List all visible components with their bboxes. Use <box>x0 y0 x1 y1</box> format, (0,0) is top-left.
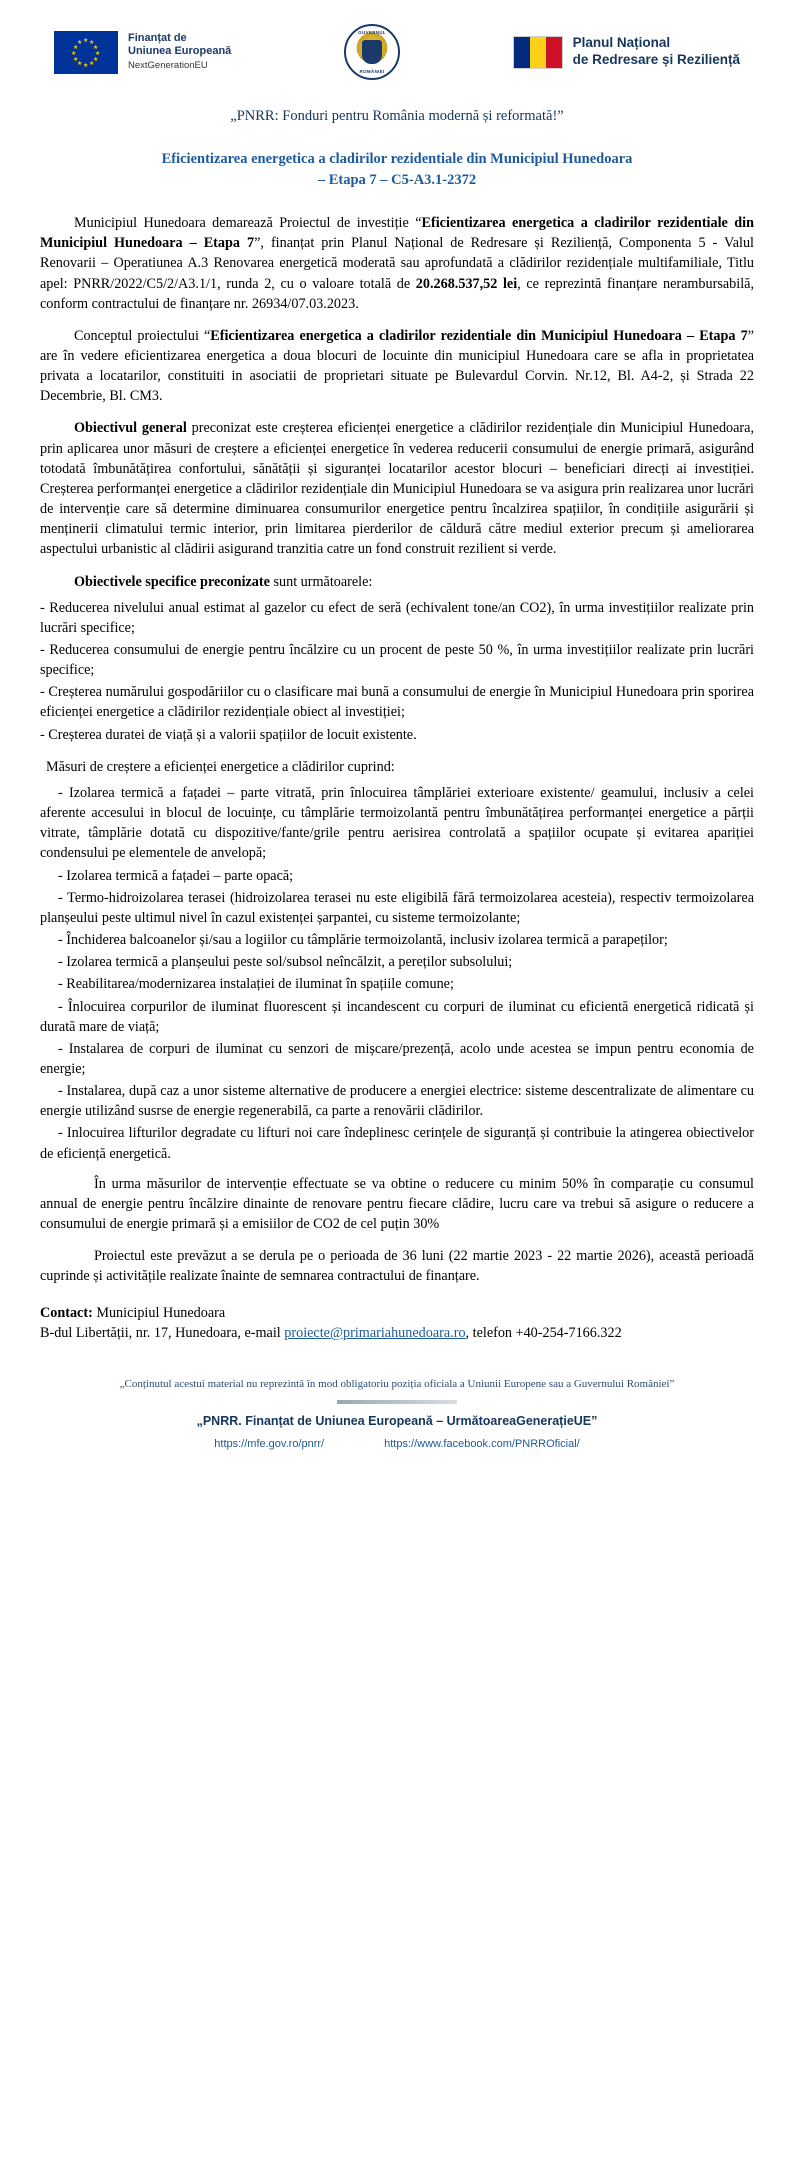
p4-text: sunt următoarele: <box>269 573 373 590</box>
government-logo <box>344 24 400 80</box>
footer-divider <box>337 1400 457 1404</box>
paragraph-energy-reduction: În urma măsurilor de intervenție effectuate se va obtine o reducere cu minim 50% în comparație cu consumul annual de energie pentru încălzire dinainte de renovare pentru fiecare clădire, lucru care va trebui să asigure o reducere a consumului de energie primară și a emisiilor de CO2 de cel puțin 30% <box>40 1175 754 1233</box>
eu-line1: Finanțat de <box>128 32 187 45</box>
list-item: - Izolarea termică a fațadei – parte vitrată, prin înlocuirea tâmplăriei exterioare existente/ geamului, inclusiv a celei aferente accesului in blocul de locuințe, cu tâmplărie termoizolantă pentru îmbunătățirea performanței energetice a părții vitrate, tâmplărie dotată cu dispozitive/fante/grile pentru aerisirea controlată a spațiilor ocupate și evitarea apariției condensului pe elementele de anvelopă; <box>40 784 754 862</box>
eu-line3: NextGenerationEU <box>128 60 208 72</box>
contact-email-link[interactable]: proiecte@primariahunedoara.ro <box>284 1325 466 1342</box>
list-item: - Reabilitarea/modernizarea instalației de iluminat în spațiile comune; <box>58 976 454 993</box>
p1-suffix: , ce reprezintă finanțare nerambursabilă, conform contractului de finanțare nr. 26934/07.03.2023. <box>40 275 754 312</box>
p2-suffix: ” are în vedere eficientizarea energetica a doua blocuri de locuinte din municipiul Hunedoara care se afla in proprietatea privata a locatarilor, constituiti in asociatii de proprietari situate pe Bulevardul Corvin. Nr.12, Bl. A4-2, și Strada 22 Decembrie, Bl. CM3. <box>40 327 754 405</box>
paragraph-general-objective <box>40 418 754 559</box>
paragraph-measures-lead: Măsuri de creștere a eficienței energetice a clădirilor cuprind: <box>46 758 395 775</box>
footer-title: „PNRR. Finanțat de Uniunea Europeană – UrmătoareaGenerațieUE” <box>196 1413 598 1428</box>
page-title-line1: Eficientizarea energetica a cladirilor rezidentiale din Municipiul Hunedoara <box>161 151 633 167</box>
list-item: - Termo-hidroizolarea terasei (hidroizolarea terasei nu este eligibilă fără termoizolarea acesteia), respectiv termoizolarea planșeului peste ultimul nivel în cazul existenței șarpantei, cu sisteme termoizolante; <box>40 889 754 926</box>
list-item: - Reducerea nivelului anual estimat al gazelor cu efect de seră (echivalent tone/an CO2), în urma investițiilor realizate prin lucrări specifice; <box>40 599 754 636</box>
pnrr-line1: Planul Național <box>572 35 671 51</box>
contact-line-entity <box>40 1303 754 1324</box>
p2-prefix: Conceptul proiectului “ <box>74 327 211 344</box>
list-item: - Instalarea de corpuri de iluminat cu senzori de mișcare/prezență, acolo unde acestea se impun pentru economia de energie; <box>40 1040 754 1077</box>
eu-flag-icon <box>54 31 118 74</box>
paragraph-specific-objectives-lead <box>40 572 754 592</box>
footer-link-facebook[interactable]: https://www.facebook.com/PNRROficial/ <box>384 1437 580 1450</box>
contact-block <box>40 1303 754 1344</box>
contact-label: Contact: <box>40 1304 93 1321</box>
p4-bold-label: Obiectivele specifice preconizate <box>74 573 270 590</box>
gov-seal-bottom-text: ROMÂNIEI <box>359 69 385 74</box>
eu-logo-text <box>128 32 231 72</box>
pnrr-logo-text <box>573 35 740 69</box>
paragraph-project-funding <box>40 213 754 314</box>
list-item: - Înlocuirea corpurilor de iluminat fluorescent și incandescent cu corpuri de iluminat cu eficientă energetică ridicată și durată mare de viață; <box>40 998 754 1035</box>
gov-seal-top-text: GUVERNUL <box>358 30 386 35</box>
romania-flag-icon <box>513 36 563 69</box>
eu-logo <box>54 31 231 74</box>
eu-line2: Uniunea Europeană <box>128 45 232 58</box>
p2-bold-project-name: Eficientizarea energetica a cladirilor rezidentiale din Municipiul Hunedoara – Etapa 7 <box>210 327 748 344</box>
gov-seal-shield-icon <box>362 40 382 64</box>
list-item: - Creșterea duratei de viață și a valorii spațiilor de locuit existente. <box>40 726 417 743</box>
motto-text: „PNRR: Fonduri pentru România modernă și reformată!” <box>230 108 564 124</box>
list-item: - Creșterea numărului gospodăriilor cu o clasificare mai bună a consumului de energie în Municipiul Hunedoara prin sporirea eficienței energetice a clădirilor rezidențiale obiect al investiției; <box>40 684 754 721</box>
eu-stars-icon: ★ ★ ★ ★ ★ ★ ★ ★ ★ ★ ★ ★ <box>71 38 101 69</box>
contact-entity: Municipiul Hunedoara <box>92 1304 226 1321</box>
page-title-line2: – Etapa 7 – C5-A3.1-2372 <box>317 172 477 189</box>
list-item: - Închiderea balcoanelor și/sau a logiilor cu tâmplărie termoizolantă, inclusiv izolarea termică a parapeților; <box>58 932 668 949</box>
p1-prefix: Municipiul Hunedoara demarează Proiectul de investiție “ <box>74 215 422 232</box>
list-item: - Izolarea termică a fațadei – parte opacă; <box>58 867 294 884</box>
page-title <box>50 149 744 191</box>
list-item: - Reducerea consumului de energie pentru încălzire cu un procent de peste 50 %, în urma investițiilor realizate prin lucrări specifice; <box>40 642 754 679</box>
list-item: - Izolarea termică a planșeului peste sol/subsol neîncălzit, a pereților subsolului; <box>58 954 513 971</box>
p3-text: preconizat este creșterea eficienței energetice a clădirilor rezidențiale din Municipiul Hunedoara, prin aplicarea unor măsuri de creștere a eficienței energetice în vederea reducerii consumului de energie primară, asigurând totodată îmbunătățirea confortului, sănătății și siguranței locatarilor acestor blocuri – beneficiari direcți ai investiției. Creșterea performanței energetice a clădirilor rezidențiale din Municipiul Hunedoara se va asigura prin realizarea unor lucrări de intervenție care să determine diminuarea consumurilor energetice pentru încalzirea spațiilor, în condițiile asigurării și menținerii climatului termic interior, prin limitarea pierderilor de căldură către mediul exterior precum și ameliorarea aspectului urbanistic al clădirii asigurand tranzitia catre un fond construit rezilient si verde. <box>40 420 754 558</box>
footer-link-mfe[interactable]: https://mfe.gov.ro/pnrr/ <box>214 1437 325 1450</box>
p1-bold-project-name: Eficientizarea energetica a cladirilor rezidentiale din Municipiul Hunedoara – Etapa 7 <box>40 215 754 252</box>
footer-links <box>40 1438 754 1450</box>
government-seal-icon <box>344 24 400 80</box>
contact-address-suffix: , telefon +40-254-7166.322 <box>465 1325 622 1342</box>
p1-bold-amount: 20.268.537,52 lei <box>415 275 518 292</box>
p3-bold-label: Obiectivul general <box>74 420 187 437</box>
pnrr-logo <box>513 35 740 69</box>
contact-address-prefix: B-dul Libertății, nr. 17, Hunedoara, e-mail <box>40 1325 285 1342</box>
paragraph-project-duration: Proiectul este prevăzut a se derula pe o perioada de 36 luni (22 martie 2023 - 22 martie 2026), această perioadă cuprinde și activitățile realizate înainte de semnarea contractului de finanțare. <box>40 1248 754 1285</box>
contact-line-address <box>40 1323 754 1344</box>
footer-disclaimer: „Conținutul acestui material nu reprezintă în mod obligatoriu poziția oficiala a Uniunii Europene sau a Guvernului României” <box>119 1377 675 1390</box>
list-item: - Inlocuirea lifturilor degradate cu lifturi noi care îndeplinesc cerințele de siguranță și contribuie la atingerea obiectivelor de eficiență energetică. <box>40 1125 754 1162</box>
header-logo-bar <box>40 18 754 86</box>
paragraph-project-concept <box>40 326 754 407</box>
pnrr-line2: de Redresare și Reziliență <box>572 52 740 67</box>
p1-mid: ”, finanțat prin Planul Național de Redresare și Reziliență, Componenta 5 - Valul Renovarii – Operatiunea A.3 Renovarea energetică moderată sau aprofundată a clădirilor rezidențiale multifamiliale, Titlu apel: PNRR/2022/C5/2/A3.1/1, runda 2, cu o valoare totală de <box>40 235 754 292</box>
list-item: - Instalarea, după caz a unor sisteme alternative de producere a energiei electrice: sisteme descentralizate de alimentare cu energie utilizând susrse de energie regenerabilă, ca parte a renovării clădirilor. <box>40 1083 754 1120</box>
